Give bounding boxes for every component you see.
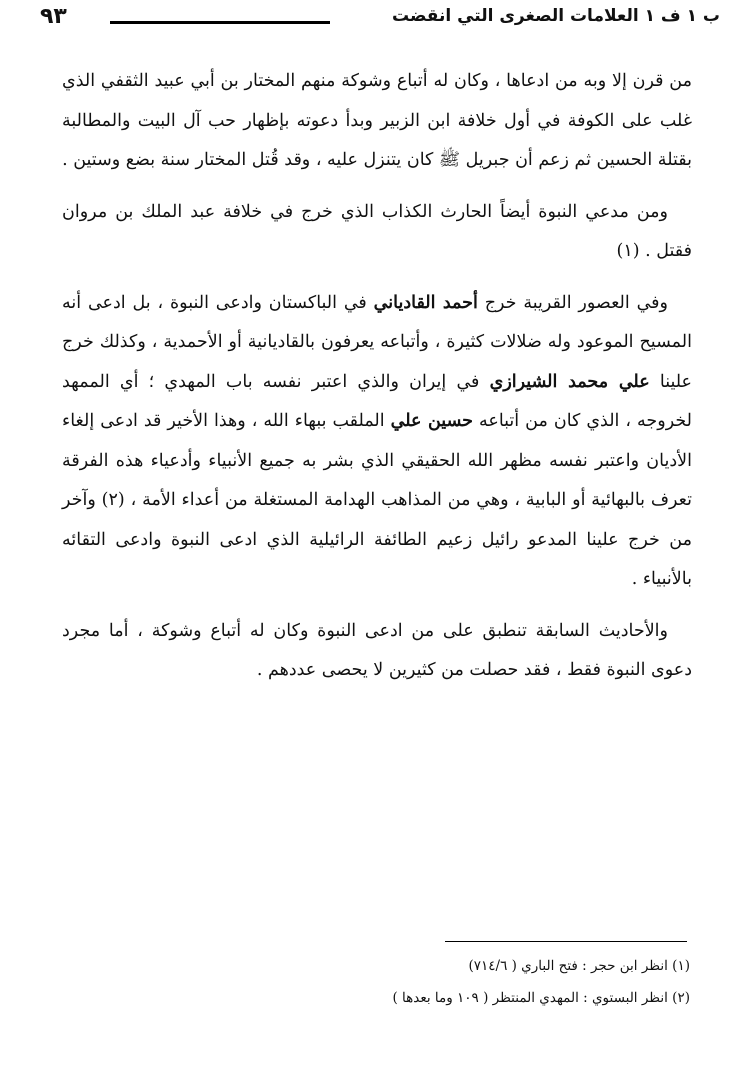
paragraph bbox=[62, 612, 692, 691]
highlighted-name: علي محمد الشيرازي bbox=[489, 371, 650, 392]
text-segment: في إيران والذي اعتبر نفسه باب المهدي ؛ أي الممهد لخروجه ، الذي كان من أتباعه bbox=[62, 371, 692, 431]
highlighted-name: حسين علي bbox=[390, 411, 473, 431]
footnote-2: (٢) انظر البستوي : المهدي المنتظر ( ١٠٩ وما بعدها ) bbox=[392, 990, 690, 1006]
text-segment: وفي العصور القريبة خرج bbox=[477, 292, 668, 313]
page-header bbox=[40, 4, 720, 38]
page-number: ٩٣ bbox=[40, 4, 67, 29]
running-title: ب ١ ف ١ العلامات الصغرى التي انقضت bbox=[391, 6, 720, 26]
text-segment: من قرن إلا وبه من ادعاها ، وكان له أتباع وشوكة منهم المختار بن أبي عبيد الثقفي الذي غلب على الكوفة في أول خلافة ابن الزبير وبدأ دعوته بإظهار حب آل البيت والمطالبة بقتلة الحسين ثم زعم أن جبريل ﷺ كان يتنزل عليه ، وقد قُتل المختار سنة بضع وستين . bbox=[62, 71, 692, 170]
text-segment: ومن مدعي النبوة أيضاً الحارث الكذاب الذي خرج في خلافة عبد الملك بن مروان فقتل . (١) bbox=[62, 201, 692, 261]
text-segment: في الباكستان وادعى النبوة ، بل ادعى أنه المسيح الموعود وله ضلالات كثيرة ، وأتباعه يعرفون بالقاديانية أو الأحمدية ، وكذلك خرج علينا bbox=[62, 292, 692, 392]
text-segment: الملقب ببهاء الله ، وهذا الأخير قد ادعى إلغاء الأديان واعتبر نفسه مظهر الله الحقيقي الذي بشر به جميع الأنبياء وأدعياء هذه الفرقة تعرف بالبهائية أو البابية ، وهي من المذاهب الهدامة المستغلة من أعداء الأمة ، (٢) وآخر من خرج علينا المدعو رائيل زعيم الطائفة الرائيلية الذي ادعى النبوة وادعى التقائه بالأنبياء . bbox=[62, 411, 692, 589]
paragraph bbox=[62, 62, 692, 181]
footnote-rule bbox=[445, 941, 687, 942]
paragraph bbox=[62, 284, 692, 600]
paragraph bbox=[62, 193, 692, 272]
body-text bbox=[62, 62, 692, 703]
text-segment: والأحاديث السابقة تنطبق على من ادعى النبوة وكان له أتباع وشوكة ، أما مجرد دعوى النبوة فقط ، فقد حصلت من كثيرين لا يحصى عددهم . bbox=[62, 620, 692, 680]
footnotes bbox=[270, 950, 690, 1014]
footnote-1: (١) انظر ابن حجر : فتح الباري ( ٧١٤/٦) bbox=[468, 958, 690, 974]
highlighted-name: أحمد القادياني bbox=[373, 292, 478, 313]
header-rule bbox=[110, 21, 330, 24]
